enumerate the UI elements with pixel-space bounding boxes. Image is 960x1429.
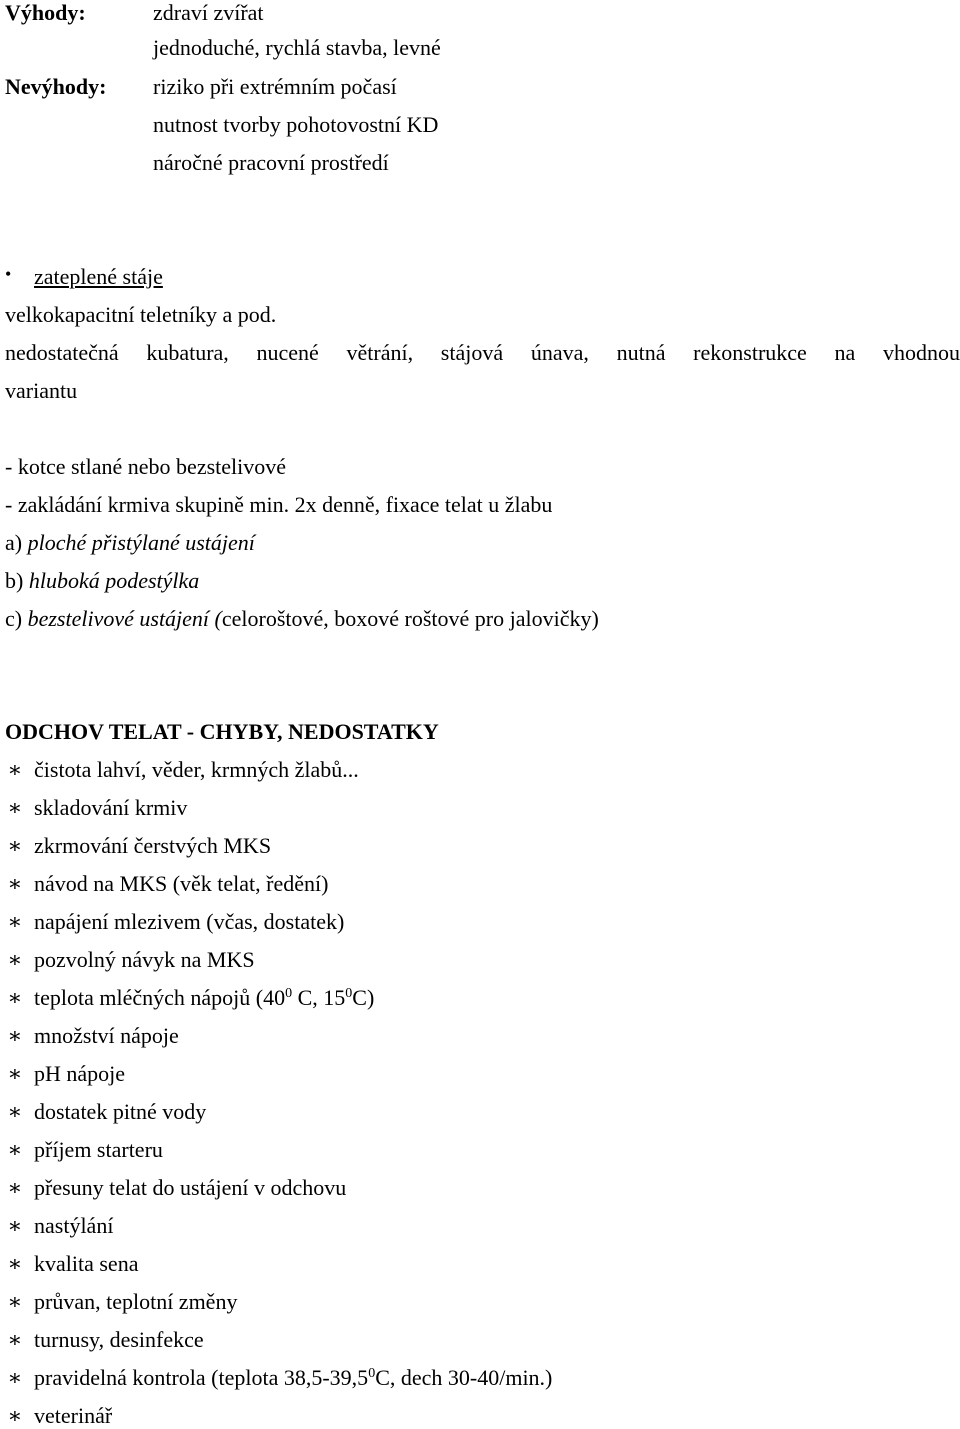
option-text: hluboká podestýlka: [28, 568, 200, 593]
item-text: pravidelná kontrola (teplota 38,5-39,5: [34, 1365, 369, 1390]
asterisk-icon: ∗: [7, 985, 23, 1010]
asterisk-icon: ∗: [7, 1213, 23, 1238]
list-item: skladování krmiv: [34, 795, 188, 820]
list-item: dostatek pitné vody: [34, 1099, 207, 1124]
item-text: C, dech 30-40/min.): [375, 1365, 553, 1390]
asterisk-icon: ∗: [7, 1289, 23, 1314]
option-prefix: a): [5, 530, 28, 555]
list-item: množství nápoje: [34, 1023, 179, 1048]
asterisk-icon: ∗: [7, 757, 23, 782]
asterisk-icon: ∗: [7, 1175, 23, 1200]
option-text: bezstelivové ustájení (: [27, 606, 222, 631]
asterisk-icon: ∗: [7, 909, 23, 934]
asterisk-icon: ∗: [7, 1023, 23, 1048]
superscript: 0: [285, 986, 293, 1001]
advantages-label: Výhody:: [5, 0, 86, 25]
item-text: C, 15: [292, 985, 346, 1010]
disadvantage-item: riziko při extrémním počasí: [153, 74, 397, 99]
asterisk-icon: ∗: [7, 947, 23, 972]
text-line: nedostatečná kubatura, nucené větrání, stájová únava, nutná rekonstrukce na vhodnou: [5, 340, 960, 365]
list-item: [34, 1365, 552, 1391]
asterisk-icon: ∗: [7, 833, 23, 858]
list-item: přesuny telat do ustájení v odchovu: [34, 1175, 347, 1200]
advantage-item: zdraví zvířat: [153, 0, 264, 25]
text-line: variantu: [5, 378, 78, 403]
list-item: napájení mlezivem (včas, dostatek): [34, 909, 345, 934]
disadvantage-item: nutnost tvorby pohotovostní KD: [153, 112, 439, 137]
disadvantages-label: Nevýhody:: [5, 74, 107, 99]
section-heading: ODCHOV TELAT - CHYBY, NEDOSTATKY: [5, 719, 439, 744]
asterisk-icon: ∗: [7, 1137, 23, 1162]
list-item: pH nápoje: [34, 1061, 126, 1086]
list-item: veterinář: [34, 1403, 113, 1428]
text-line: velkokapacitní teletníky a pod.: [5, 302, 277, 327]
option-b: [5, 568, 199, 594]
option-a: [5, 530, 255, 556]
asterisk-icon: ∗: [7, 1403, 23, 1428]
list-item: návod na MKS (věk telat, ředění): [34, 871, 329, 896]
option-text: ploché přistýlané ustájení: [27, 530, 255, 555]
bullet-icon: •: [5, 264, 12, 284]
list-item: zkrmování čerstvých MKS: [34, 833, 272, 858]
item-text: teplota mléčných nápojů (40: [34, 985, 286, 1010]
list-item: příjem starteru: [34, 1137, 163, 1162]
list-item: průvan, teplotní změny: [34, 1289, 238, 1314]
option-prefix: c): [5, 606, 28, 631]
list-item: nastýlání: [34, 1213, 114, 1238]
disadvantage-item: náročné pracovní prostředí: [153, 150, 389, 175]
asterisk-icon: ∗: [7, 1327, 23, 1352]
option-c: [5, 606, 599, 632]
superscript: 0: [368, 1366, 376, 1381]
list-item: pozvolný návyk na MKS: [34, 947, 255, 972]
text-line: - kotce stlané nebo bezstelivové: [5, 454, 287, 479]
option-prefix: b): [5, 568, 29, 593]
asterisk-icon: ∗: [7, 795, 23, 820]
asterisk-icon: ∗: [7, 1251, 23, 1276]
list-item: kvalita sena: [34, 1251, 139, 1276]
advantage-item: jednoduché, rychlá stavba, levné: [153, 35, 441, 60]
text-line: - zakládání krmiva skupině min. 2x denně, fixace telat u žlabu: [5, 492, 553, 517]
asterisk-icon: ∗: [7, 871, 23, 896]
list-item: turnusy, desinfekce: [34, 1327, 204, 1352]
list-item: čistota lahví, věder, krmných žlabů...: [34, 757, 359, 782]
option-rest: celoroštové, boxové roštové pro jalovičky): [221, 606, 599, 631]
item-text: C): [352, 985, 375, 1010]
asterisk-icon: ∗: [7, 1099, 23, 1124]
list-item: [34, 985, 374, 1011]
asterisk-icon: ∗: [7, 1365, 23, 1390]
section-title: zateplené stáje: [34, 264, 163, 289]
asterisk-icon: ∗: [7, 1061, 23, 1086]
superscript: 0: [345, 986, 353, 1001]
